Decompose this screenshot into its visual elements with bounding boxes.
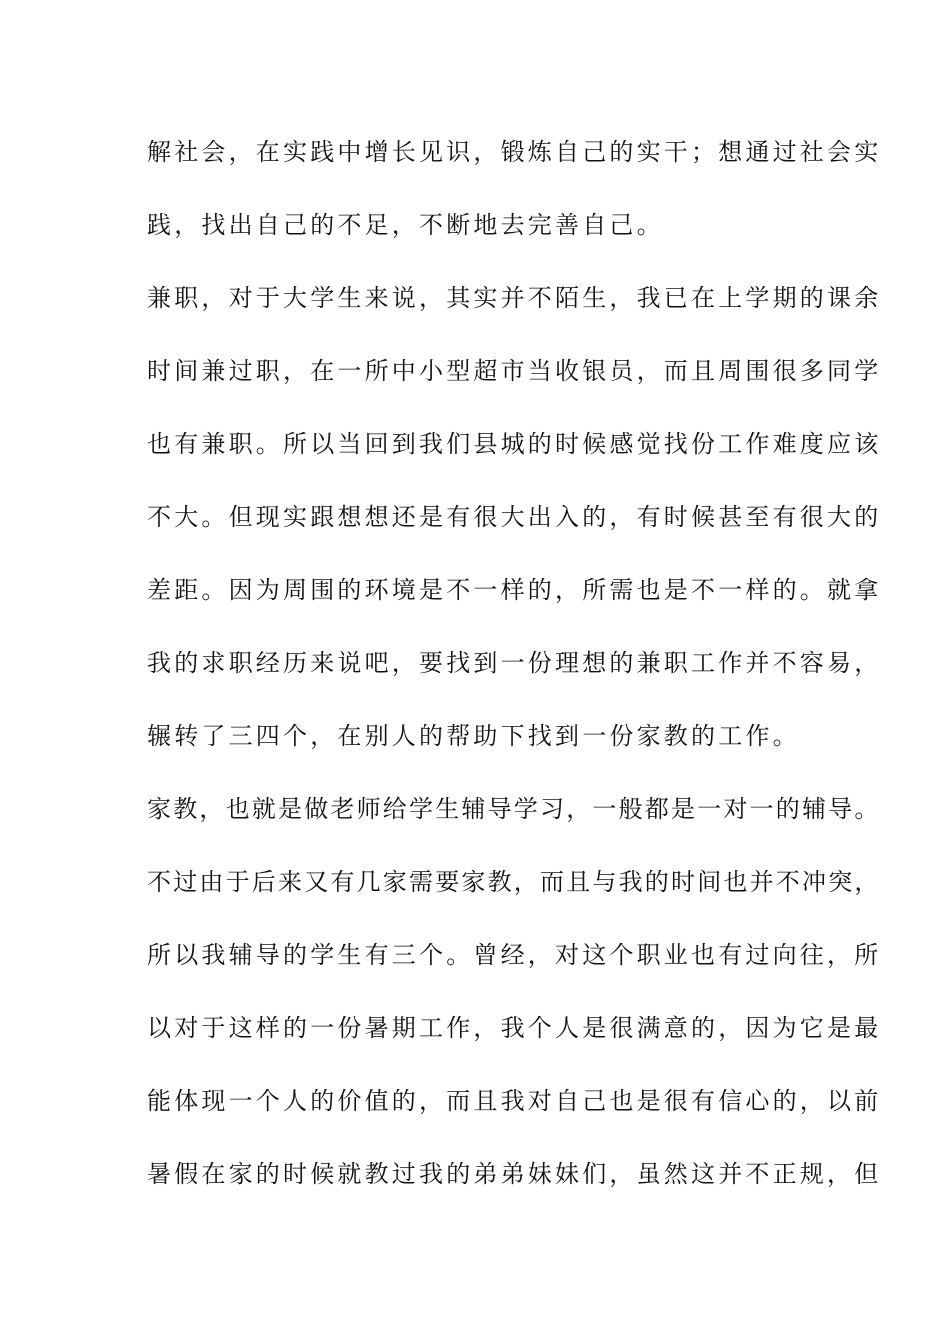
text-line: 时间兼过职，在一所中小型超市当收银员，而且周围很多同学 (147, 357, 882, 385)
text-line: 能体现一个人的价值的，而且我对自己也是很有信心的，以前 (147, 1087, 882, 1115)
text-line: 兼职，对于大学生来说，其实并不陌生，我已在上学期的课余 (147, 284, 882, 312)
text-line: 家教，也就是做老师给学生辅导学习，一般都是一对一的辅导。 (147, 795, 881, 823)
text-line: 解社会，在实践中增长见识，锻炼自己的实干；想通过社会实 (147, 138, 882, 166)
document-body (147, 134, 882, 1192)
text-line: 不大。但现实跟想想还是有很大出入的，有时候甚至有很大的 (147, 503, 882, 531)
text-line: 所以我辅导的学生有三个。曾经，对这个职业也有过向往，所 (147, 941, 882, 969)
text-line: 也有兼职。所以当回到我们县城的时候感觉找份工作难度应该 (147, 430, 882, 458)
text-line: 践，找出自己的不足，不断地去完善自己。 (147, 211, 664, 239)
text-line: 暑假在家的时候就教过我的弟弟妹妹们，虽然这并不正规，但 (147, 1160, 882, 1188)
text-line: 以对于这样的一份暑期工作，我个人是很满意的，因为它是最 (147, 1014, 882, 1042)
text-line: 差距。因为周围的环境是不一样的，所需也是不一样的。就拿 (147, 576, 882, 604)
text-line: 我的求职经历来说吧，要找到一份理想的兼职工作并不容易， (147, 649, 882, 677)
text-line: 不过由于后来又有几家需要家教，而且与我的时间也并不冲突， (147, 868, 881, 896)
text-line: 辗转了三四个，在别人的帮助下找到一份家教的工作。 (147, 722, 800, 750)
